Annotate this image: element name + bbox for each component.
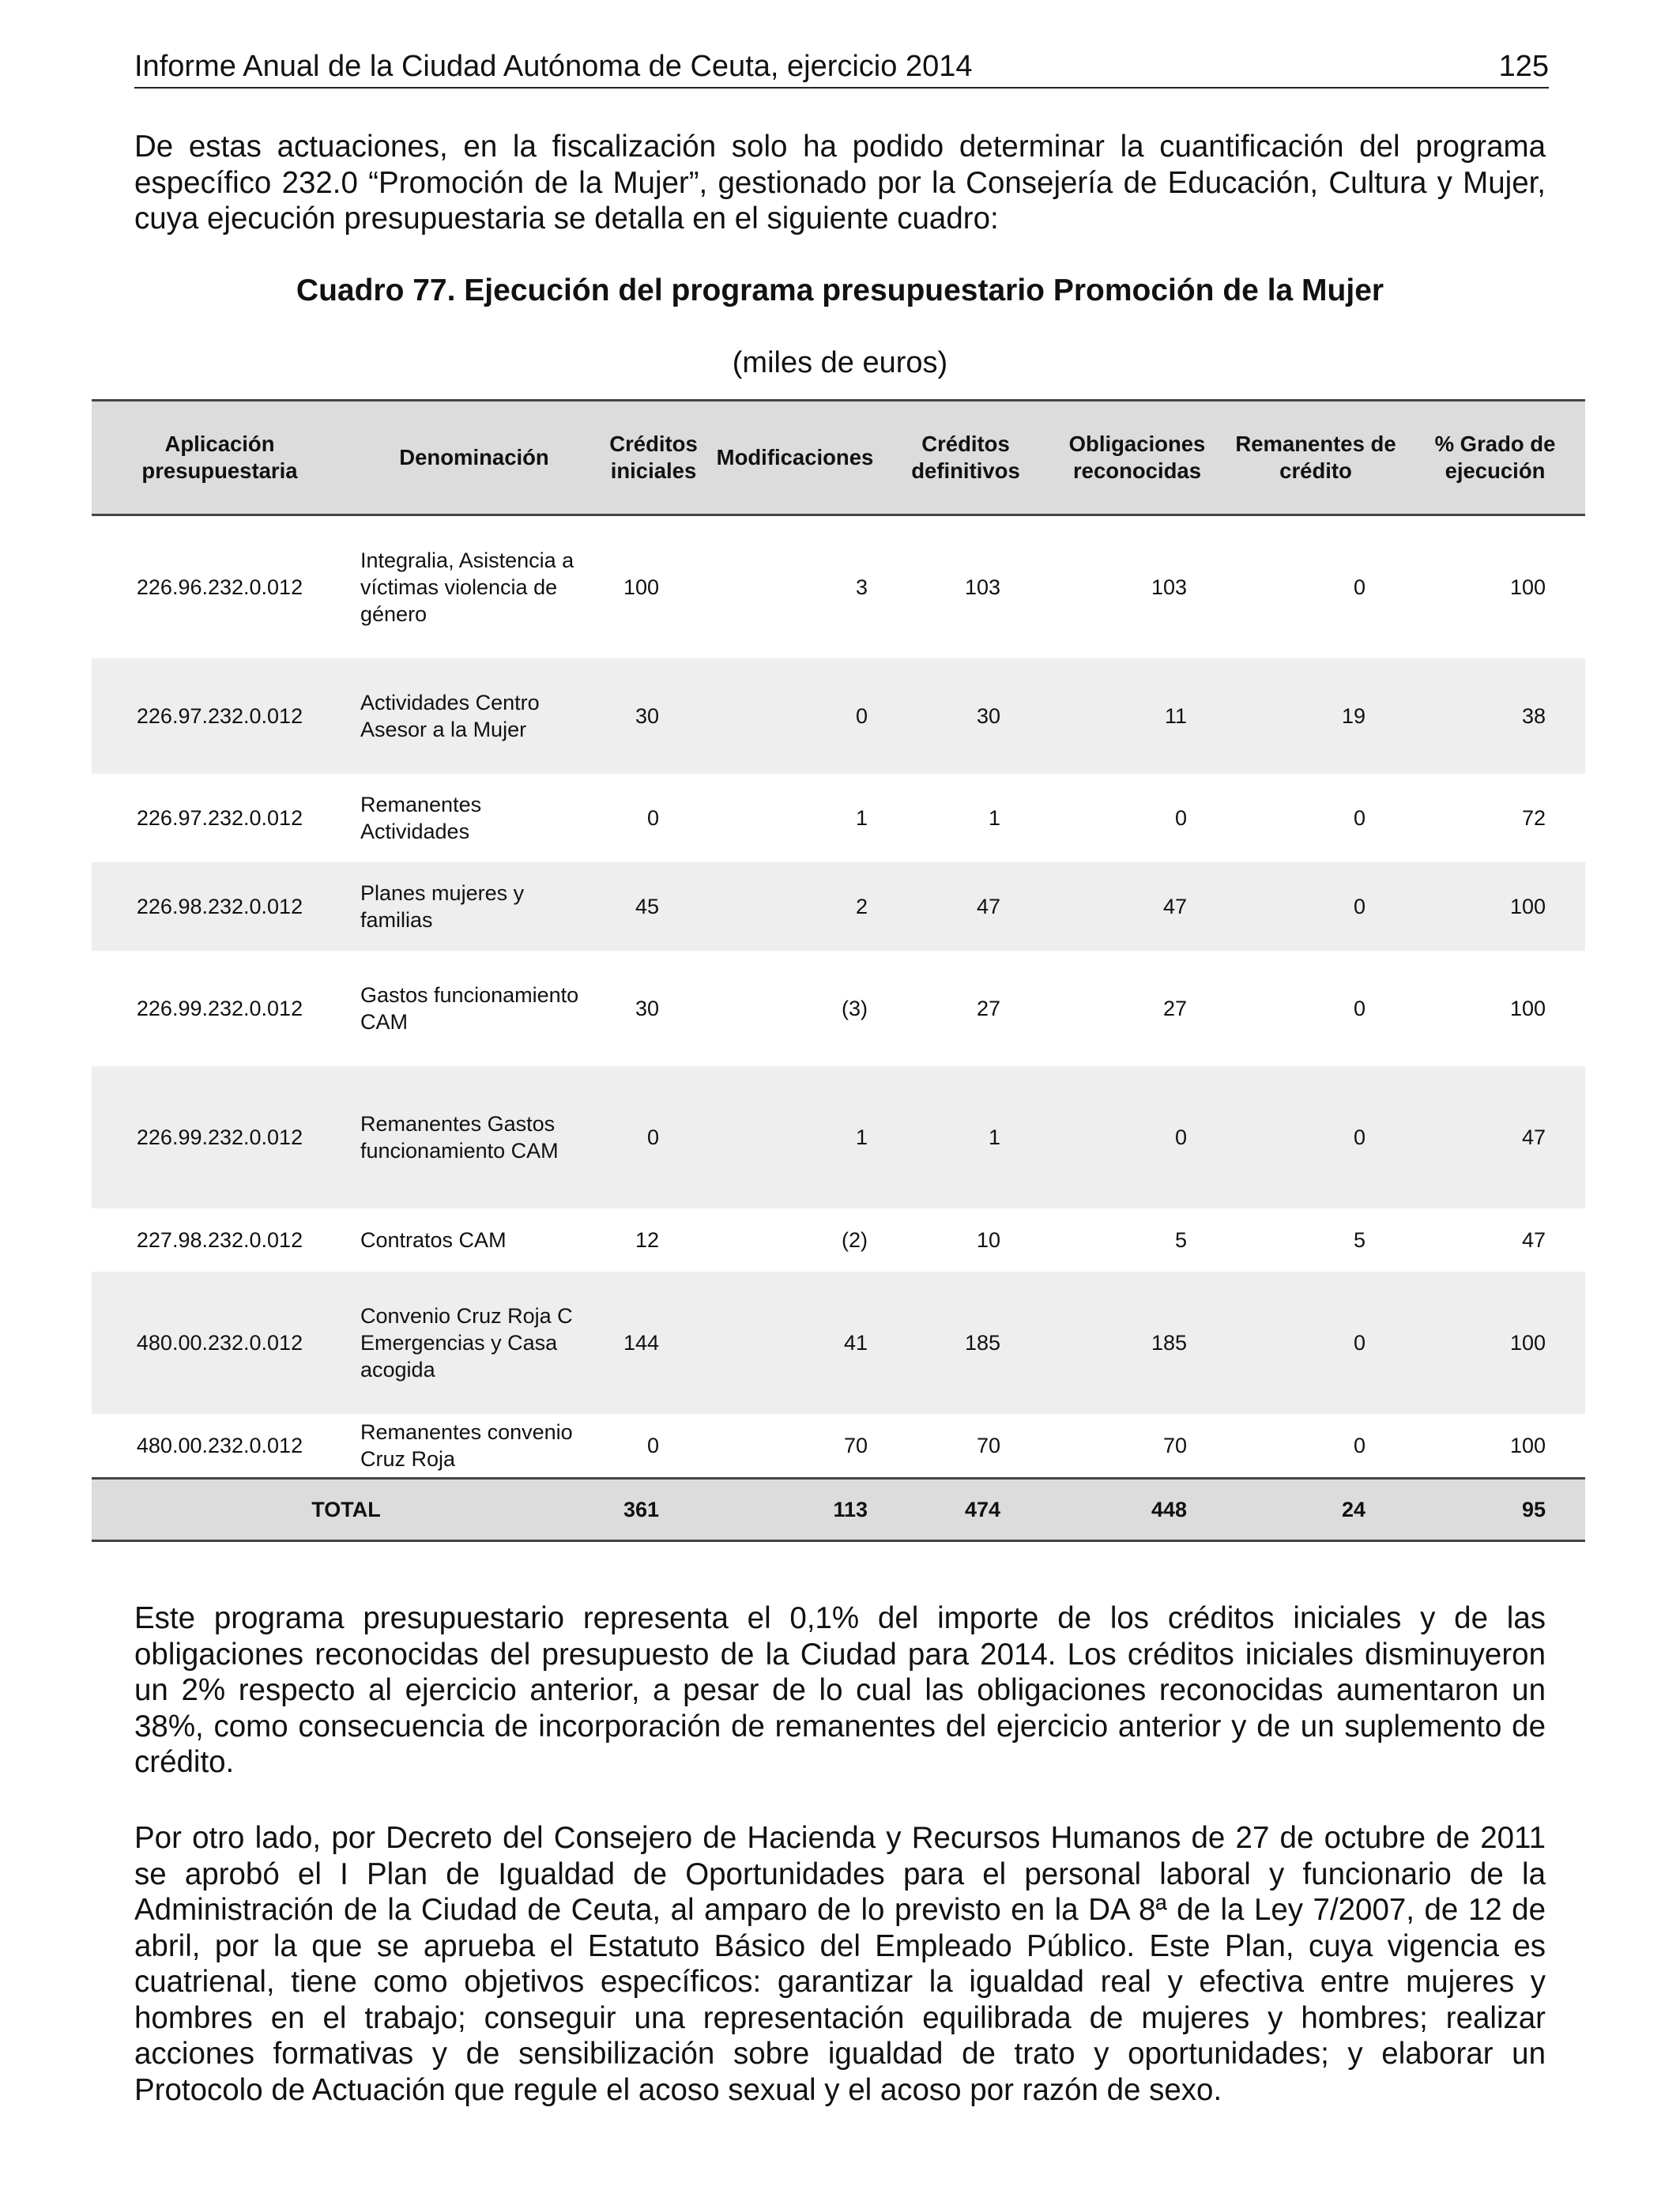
budget-execution-table bbox=[92, 399, 1585, 1542]
table-row bbox=[92, 862, 1585, 951]
modifications-cell: 1 bbox=[855, 806, 868, 830]
total-row bbox=[92, 1479, 1585, 1541]
execution-cell: 100 bbox=[1405, 862, 1585, 951]
initial-cell: 100 bbox=[623, 575, 659, 599]
table-caption: Cuadro 77. Ejecución del programa presupuestario Promoción de la Mujer bbox=[296, 273, 1384, 307]
application-code-cell: 227.98.232.0.012 bbox=[136, 1228, 303, 1252]
modifications-cell: 2 bbox=[706, 862, 883, 951]
obligations-cell: 103 bbox=[1151, 575, 1187, 599]
definitive-cell: 103 bbox=[964, 575, 1000, 599]
initial-cell: 30 bbox=[635, 997, 659, 1020]
table-units: (miles de euros) bbox=[732, 346, 948, 379]
application-code-cell: 226.97.232.0.012 bbox=[136, 806, 303, 830]
execution-cell: 47 bbox=[1521, 1228, 1546, 1252]
remaining-cell: 5 bbox=[1353, 1228, 1365, 1252]
page-number: 125 bbox=[1498, 50, 1549, 83]
execution-cell: 100 bbox=[1405, 1272, 1585, 1414]
denomination-cell: Remanentes convenio Cruz Roja bbox=[360, 1420, 573, 1471]
table-row bbox=[92, 774, 1585, 862]
definitive-cell: 1 bbox=[883, 1066, 1048, 1208]
application-code-cell: 226.99.232.0.012 bbox=[92, 1066, 348, 1208]
denomination-cell: Contratos CAM bbox=[360, 1228, 507, 1252]
denomination-cell: Planes mujeres y familias bbox=[348, 862, 601, 951]
modifications-cell: 41 bbox=[706, 1272, 883, 1414]
obligations-cell: 11 bbox=[1048, 658, 1226, 774]
denomination-cell: Convenio Cruz Roja C Emergencias y Casa acogida bbox=[348, 1272, 601, 1414]
remaining-cell: 0 bbox=[1226, 1066, 1405, 1208]
denomination-cell: Integralia, Asistencia a víctimas violencia de género bbox=[360, 548, 574, 626]
table-row bbox=[92, 1208, 1585, 1272]
execution-cell: 72 bbox=[1521, 806, 1546, 830]
table-row bbox=[92, 1272, 1585, 1414]
remaining-cell: 0 bbox=[1353, 806, 1365, 830]
column-header: Remanentes de crédito bbox=[1226, 401, 1405, 515]
obligations-cell: 185 bbox=[1048, 1272, 1226, 1414]
initial-cell: 12 bbox=[635, 1228, 659, 1252]
definitive-cell: 70 bbox=[976, 1434, 1000, 1457]
modifications-cell: 3 bbox=[855, 575, 868, 599]
obligations-cell: 27 bbox=[1162, 997, 1187, 1020]
page-header bbox=[134, 46, 1549, 89]
column-header: Créditos definitivos bbox=[883, 401, 1048, 515]
summary-paragraph: Este programa presupuestario representa el 0,1% del importe de los créditos iniciales y de las obligaciones reconocidas del presupuesto de la Ciudad para 2014. Los créditos iniciales disminuyeron un 2% respecto al ejercicio anterior, a pesar de lo cual las obligaciones reconocidas aumentaron un 38%, como consecuencia de incorporación de remanentes del ejercicio anterior y de un suplemento de crédito. bbox=[134, 1601, 1546, 1779]
application-code-cell: 226.99.232.0.012 bbox=[136, 997, 303, 1020]
initial-cell: 45 bbox=[601, 862, 706, 951]
obligations-cell: 0 bbox=[1048, 1066, 1226, 1208]
initial-cell: 0 bbox=[601, 1066, 706, 1208]
execution-cell: 38 bbox=[1405, 658, 1585, 774]
execution-cell: 47 bbox=[1405, 1066, 1585, 1208]
total-obligations-cell: 448 bbox=[1048, 1479, 1226, 1541]
remaining-cell: 0 bbox=[1226, 862, 1405, 951]
execution-cell: 100 bbox=[1509, 997, 1546, 1020]
denomination-cell: Gastos funcionamiento CAM bbox=[360, 983, 579, 1034]
remaining-cell: 0 bbox=[1226, 1272, 1405, 1414]
definitive-cell: 185 bbox=[883, 1272, 1048, 1414]
report-title: Informe Anual de la Ciudad Autónoma de Ceuta, ejercicio 2014 bbox=[134, 50, 973, 83]
obligations-cell: 47 bbox=[1048, 862, 1226, 951]
execution-cell: 100 bbox=[1509, 1434, 1546, 1457]
modifications-cell: 0 bbox=[706, 658, 883, 774]
equality-plan-paragraph: Por otro lado, por Decreto del Consejero de Hacienda y Recursos Humanos de 27 de octubre de 2011 se aprobó el I Plan de Igualdad de Oportunidades para el personal laboral y funcionario de la Administración de la Ciudad de Ceuta, al amparo de lo previsto en la DA 8ª de la Ley 7/2007, de 12 de abril, por la que se aprueba el Estatuto Básico del Empleado Público. Este Plan, cuya vigencia es cuatrienal, tiene como objetivos específicos: garantizar la igualdad real y efectiva entre mujeres y hombres en el trabajo; conseguir una representación equilibrada de mujeres y hombres; realizar acciones formativas y de sensibilización sobre igualdad de trato y oportunidades; y elaborar un Protocolo de Actuación que regule el acoso sexual y el acoso por razón de sexo. bbox=[134, 1821, 1546, 2107]
remaining-cell: 0 bbox=[1353, 997, 1365, 1020]
modifications-cell: (2) bbox=[842, 1228, 868, 1252]
obligations-cell: 0 bbox=[1174, 806, 1187, 830]
definitive-cell: 1 bbox=[988, 806, 1000, 830]
table-body bbox=[92, 515, 1585, 1541]
intro-paragraph: De estas actuaciones, en la fiscalización solo ha podido determinar la cuantificación del programa específico 232.0 “Promoción de la Mujer”, gestionado por la Consejería de Educación, Cultura y Mujer, cuya ejecución presupuestaria se detalla en el siguiente cuadro: bbox=[134, 130, 1546, 236]
definitive-cell: 30 bbox=[883, 658, 1048, 774]
initial-cell: 0 bbox=[646, 806, 659, 830]
modifications-cell: (3) bbox=[842, 997, 868, 1020]
total-modifications-cell: 113 bbox=[706, 1479, 883, 1541]
application-code-cell: 226.98.232.0.012 bbox=[92, 862, 348, 951]
remaining-cell: 0 bbox=[1353, 575, 1365, 599]
remaining-cell: 0 bbox=[1353, 1434, 1365, 1457]
table-row bbox=[92, 515, 1585, 659]
initial-cell: 144 bbox=[601, 1272, 706, 1414]
column-header: Modificaciones bbox=[706, 401, 883, 515]
column-header: Aplicación presupuestaria bbox=[92, 401, 348, 515]
total-initial-cell: 361 bbox=[601, 1479, 706, 1541]
definitive-cell: 27 bbox=[976, 997, 1000, 1020]
denomination-cell: Remanentes Actividades bbox=[360, 793, 482, 843]
application-code-cell: 226.97.232.0.012 bbox=[92, 658, 348, 774]
initial-cell: 30 bbox=[601, 658, 706, 774]
obligations-cell: 70 bbox=[1162, 1434, 1187, 1457]
modifications-cell: 1 bbox=[706, 1066, 883, 1208]
modifications-cell: 70 bbox=[843, 1434, 868, 1457]
initial-cell: 0 bbox=[646, 1434, 659, 1457]
execution-cell: 100 bbox=[1509, 575, 1546, 599]
table-row bbox=[92, 1414, 1585, 1479]
remaining-cell: 19 bbox=[1226, 658, 1405, 774]
table-row bbox=[92, 658, 1585, 774]
total-remaining-cell: 24 bbox=[1226, 1479, 1405, 1541]
total-execution-cell: 95 bbox=[1405, 1479, 1585, 1541]
definitive-cell: 47 bbox=[883, 862, 1048, 951]
table-header-row bbox=[92, 401, 1585, 515]
table-row bbox=[92, 951, 1585, 1066]
denomination-cell: Remanentes Gastos funcionamiento CAM bbox=[348, 1066, 601, 1208]
application-code-cell: 226.96.232.0.012 bbox=[136, 575, 303, 599]
definitive-cell: 10 bbox=[976, 1228, 1000, 1252]
obligations-cell: 5 bbox=[1174, 1228, 1187, 1252]
total-label: TOTAL bbox=[92, 1479, 601, 1541]
column-header: Obligaciones reconocidas bbox=[1048, 401, 1226, 515]
total-definitive-cell: 474 bbox=[883, 1479, 1048, 1541]
column-header: Denominación bbox=[348, 401, 601, 515]
application-code-cell: 480.00.232.0.012 bbox=[92, 1272, 348, 1414]
denomination-cell: Actividades Centro Asesor a la Mujer bbox=[348, 658, 601, 774]
table-row bbox=[92, 1066, 1585, 1208]
application-code-cell: 480.00.232.0.012 bbox=[136, 1434, 303, 1457]
column-header: % Grado de ejecución bbox=[1405, 401, 1585, 515]
column-header: Créditos iniciales bbox=[601, 401, 706, 515]
